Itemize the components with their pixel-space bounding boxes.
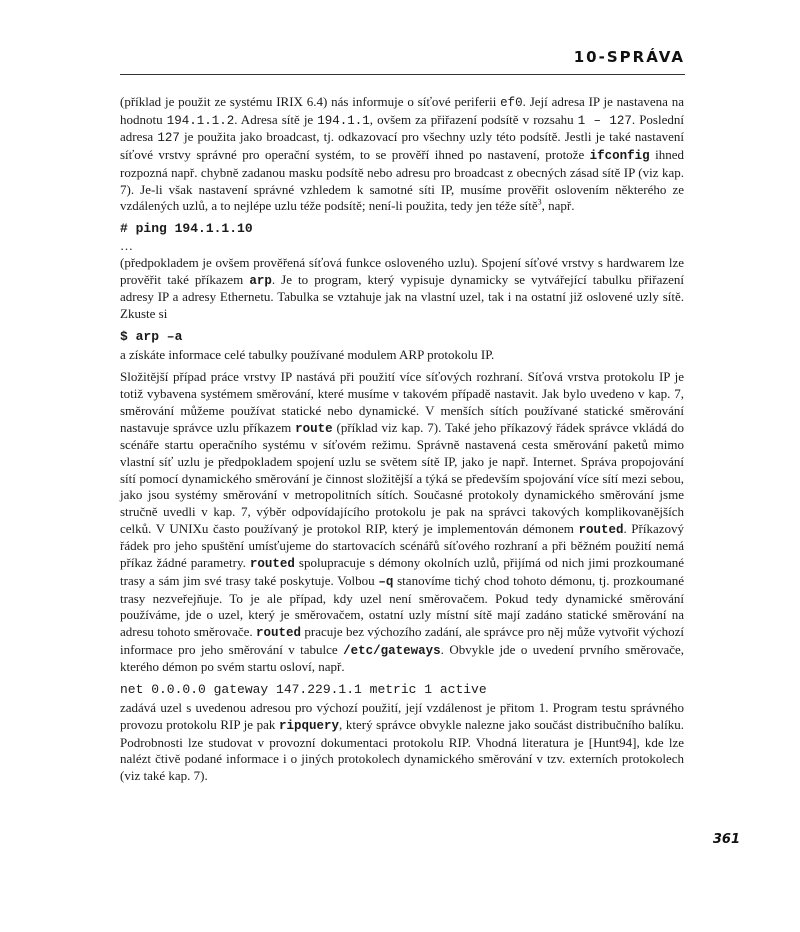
- code-routed: routed: [249, 557, 295, 572]
- code-subnet-range: 1 – 127: [577, 113, 632, 128]
- text-span: je použita jako broadcast, tj. odkazovací pro všechny uzly této podsítě. Jestli je také nastavení síťové vrstvy správné pro operační systém, to se prověří ihned po nastavení, protože: [120, 129, 684, 163]
- text-span: , ovšem za přiřazení podsítě v rozsahu: [369, 111, 578, 127]
- text-span: . Příkazový řádek pro jeho spuštění umísťujeme do startovacích scénářů síťového rozhraní a při běžném použití nemá příkaz žádné parametry.: [120, 520, 684, 571]
- text-span: (příklad je použit ze systému IRIX 6.4) nás informuje o síťové periferii: [120, 94, 501, 109]
- code-ripquery: ripquery: [279, 718, 340, 733]
- text-span: . Adresa sítě je: [234, 111, 318, 127]
- code-network-address: 194.1.1: [317, 113, 370, 128]
- code-ping-command: # ping 194.1.1.10: [120, 220, 253, 236]
- text-span: , který správce obvykle nalezne jako součást distribučního balíku. Podrobnosti lze studovat v provozní dokumentaci protokolu RIP. Vhodná literatura je [Hunt94], kde lze nalézt čtivě podané informace i o jiných protokolech dynamického směrování v tzv. externích protokolech (viz také kap. 7).: [120, 716, 684, 783]
- code-ifconfig: ifconfig: [589, 149, 650, 164]
- paragraph-ifconfig-result: [120, 94, 684, 215]
- text-span: Složitější případ práce vrstvy IP nastává při použití více síťových rozhraní. Síťová vrstva protokolu IP je totiž vybavena systémem směrování, které musíme v takovém případě nastavit. Jak bylo uvedeno v kap. 7, směrování můžeme používat statické nebo dynamické. V menších sítích používané statické směrování nastavuje správce uzlu příkazem: [120, 369, 684, 435]
- text-span: . Poslední adresa: [120, 111, 684, 145]
- ellipsis: …: [120, 237, 133, 253]
- code-ef0: ef0: [500, 96, 523, 110]
- text-span: . Je to program, který vypisuje dynamicky se vytvářející tabulku přiřazení adresy IP a adresy Ethernetu. Tabulka se vztahuje jak na vlastní uzel, tak i na ostatní již oslovené uzly sítě. Zkuste si: [120, 271, 685, 322]
- text-span: , např.: [541, 198, 575, 214]
- page-body: [120, 94, 684, 791]
- chapter-title: 10-SPRÁVA: [573, 48, 685, 66]
- text-span: (příklad viz kap. 7). Také jeho příkazový řádek správce vkládá do scénáře startu operačního systému v síťovém režimu. Správně nastavená cesta směrování paketů mimo vlastní síť uzlu je předpokladem spojení uzlu se světem sítě IP, jako je např. Internet. Správa propojování sítí pomocí dynamického směrování je činnost složitější a týká se především spojování více sítí mezi sebou, jako jsou systémy směrování v metropolitních sítích. Současné protokoly dynamického směrování jsme stručně uvedli v kap. 7, výběr odpovídajícího protokolu je pak na správci takových komplikovanějších celků. V UNIXu často používaný je protokol RIP, který je implementován démonem: [120, 419, 684, 536]
- footnote-ref: 3: [537, 197, 542, 207]
- code-gateways-entry: net 0.0.0.0 gateway 147.229.1.1 metric 1 active: [120, 682, 487, 698]
- code-route: route: [295, 421, 333, 436]
- text-span: stanovíme tichý chod tohoto démonu, tj. prozkoumané trasy nezveřejňuje. To je ale případ, kdy uzel není směrovačem. Pokud tedy dynamické směrování používáme, jde o uzel, který je směrovačem, ostatní uzly místní sítě mají zadáno statické směrování na adresu tohoto směrovače.: [120, 572, 684, 639]
- code-broadcast: 127: [157, 131, 180, 146]
- code-q-option: –q: [378, 574, 394, 589]
- paragraph-arp-info: a získáte informace celé tabulky používané modulem ARP protokolu IP.: [120, 346, 495, 362]
- page-number: 361: [712, 832, 740, 847]
- paragraph-routing: [120, 369, 684, 676]
- text-span: spolupracuje s démony okolních uzlů, přijímá od nich jimi prozkoumané trasy a sám jim své trasy také poskytuje. Volbou: [120, 555, 684, 588]
- code-arp: arp: [249, 273, 272, 288]
- code-routed: routed: [256, 625, 302, 640]
- text-span: zadává uzel s uvedenou adresou pro výchozí použití, její vzdálenost je přitom 1. Program testu správného provozu protokolu RIP je pak: [120, 700, 684, 732]
- text-span: ihned rozpozná např. chybně zadanou masku podsítě nebo adresu pro broadcast z obecných zásad sítě IP (viz kap. 7). Je-li však nastavení správné vzhledem k samotné síti IP, musíme prověřit oslovením některého ze vzdálených uzlů, a to nejlépe uzlu téže podsítě; není-li použita, tedy jen téže sítě: [120, 147, 684, 214]
- text-span: . Její adresa IP je nastavena na hodnotu: [120, 94, 684, 127]
- paragraph-ripquery: [120, 700, 684, 785]
- code-ip-address: 194.1.1.2: [166, 113, 235, 128]
- code-etc-gateways: /etc/gateways: [343, 643, 441, 658]
- paragraph-arp: [120, 255, 684, 323]
- text-span: pracuje bez výchozího zadání, ale správce pro něj může vytvořit výchozí informace pro jeho směrování v tabulce: [120, 623, 684, 657]
- text-span: . Obvykle jde o uvedení prvního směrovače, kterého démon po svém startu osloví, např.: [120, 641, 685, 675]
- header-rule: [120, 74, 685, 75]
- code-arp-command: $ arp –a: [120, 328, 183, 344]
- text-span: (předpokladem je ovšem prověřená síťová funkce osloveného uzlu). Spojení síťové vrstvy s hardwarem lze prověřit také příkazem: [120, 254, 684, 287]
- code-routed: routed: [578, 522, 624, 537]
